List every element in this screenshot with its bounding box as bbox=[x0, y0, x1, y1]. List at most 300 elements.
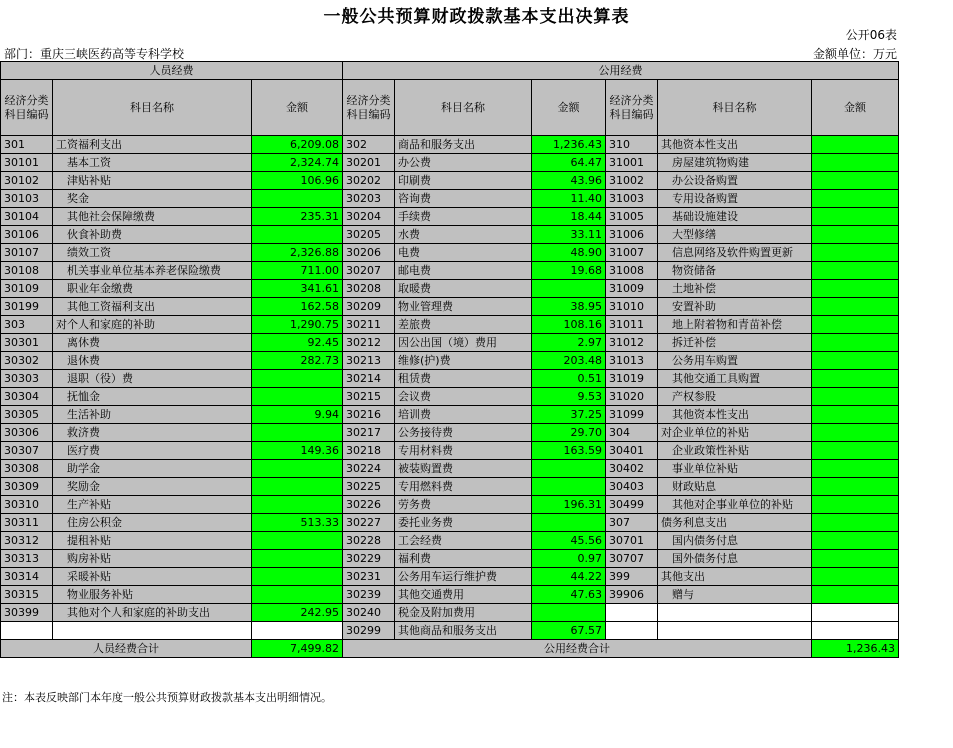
table-row bbox=[1, 622, 899, 640]
amount-cell bbox=[252, 586, 343, 604]
amount-cell bbox=[812, 442, 899, 460]
amount-cell: 0.97 bbox=[532, 550, 606, 568]
amount-cell: 341.61 bbox=[252, 280, 343, 298]
amount-cell: 235.31 bbox=[252, 208, 343, 226]
code-cell: 30311 bbox=[1, 514, 53, 532]
code-cell: 30315 bbox=[1, 586, 53, 604]
amount-cell: 2,326.88 bbox=[252, 244, 343, 262]
code-cell: 30203 bbox=[343, 190, 395, 208]
amount-cell bbox=[532, 604, 606, 622]
public-total-label: 公用经费合计 bbox=[343, 640, 812, 658]
code-cell: 30224 bbox=[343, 460, 395, 478]
table-row bbox=[1, 136, 899, 154]
amount-cell: 1,236.43 bbox=[532, 136, 606, 154]
code-cell: 31099 bbox=[606, 406, 658, 424]
name-cell: 对个人和家庭的补助 bbox=[53, 316, 252, 334]
name-cell: 助学金 bbox=[53, 460, 252, 478]
name-cell: 退职（役）费 bbox=[53, 370, 252, 388]
table-row bbox=[1, 442, 899, 460]
amount-cell bbox=[812, 280, 899, 298]
amount-cell bbox=[812, 460, 899, 478]
department-label: 部门：重庆三峡医药高等专科学校 bbox=[4, 47, 185, 61]
amount-cell bbox=[812, 208, 899, 226]
code-cell: 31012 bbox=[606, 334, 658, 352]
amount-cell: 282.73 bbox=[252, 352, 343, 370]
code-header: 经济分类科目编码 bbox=[343, 80, 395, 136]
name-cell: 其他社会保障缴费 bbox=[53, 208, 252, 226]
name-cell: 安置补助 bbox=[658, 298, 812, 316]
amount-cell bbox=[252, 568, 343, 586]
amount-cell bbox=[812, 154, 899, 172]
code-cell: 30314 bbox=[1, 568, 53, 586]
table-row bbox=[1, 568, 899, 586]
amount-cell bbox=[812, 262, 899, 280]
name-cell: 国内债务付息 bbox=[658, 532, 812, 550]
name-cell: 公务接待费 bbox=[395, 424, 532, 442]
table-row bbox=[1, 154, 899, 172]
table-row bbox=[1, 514, 899, 532]
table-row bbox=[1, 226, 899, 244]
personnel-section-header: 人员经费 bbox=[1, 62, 343, 80]
name-cell: 房屋建筑物购建 bbox=[658, 154, 812, 172]
code-cell: 31006 bbox=[606, 226, 658, 244]
amount-cell bbox=[532, 478, 606, 496]
code-cell: 30217 bbox=[343, 424, 395, 442]
code-cell: 30208 bbox=[343, 280, 395, 298]
name-cell: 其他对个人和家庭的补助支出 bbox=[53, 604, 252, 622]
name-cell: 绩效工资 bbox=[53, 244, 252, 262]
code-cell: 31001 bbox=[606, 154, 658, 172]
code-cell: 30206 bbox=[343, 244, 395, 262]
code-cell: 310 bbox=[606, 136, 658, 154]
name-cell: 大型修缮 bbox=[658, 226, 812, 244]
name-cell: 租赁费 bbox=[395, 370, 532, 388]
code-cell: 304 bbox=[606, 424, 658, 442]
amount-cell: 18.44 bbox=[532, 208, 606, 226]
code-cell: 30228 bbox=[343, 532, 395, 550]
name-cell: 住房公积金 bbox=[53, 514, 252, 532]
amount-cell bbox=[812, 478, 899, 496]
name-cell: 其他交通费用 bbox=[395, 586, 532, 604]
amount-cell bbox=[252, 460, 343, 478]
name-cell bbox=[658, 604, 812, 622]
code-cell: 30107 bbox=[1, 244, 53, 262]
name-cell: 取暖费 bbox=[395, 280, 532, 298]
code-cell: 30301 bbox=[1, 334, 53, 352]
table-row bbox=[1, 604, 899, 622]
table-row bbox=[1, 460, 899, 478]
amount-cell: 2.97 bbox=[532, 334, 606, 352]
amount-cell bbox=[252, 622, 343, 640]
code-cell: 30102 bbox=[1, 172, 53, 190]
name-cell: 物资储备 bbox=[658, 262, 812, 280]
code-cell: 30307 bbox=[1, 442, 53, 460]
amount-cell bbox=[812, 316, 899, 334]
code-cell: 30306 bbox=[1, 424, 53, 442]
name-cell: 专用材料费 bbox=[395, 442, 532, 460]
code-cell: 30199 bbox=[1, 298, 53, 316]
amount-cell bbox=[812, 370, 899, 388]
name-cell: 手续费 bbox=[395, 208, 532, 226]
code-cell: 31020 bbox=[606, 388, 658, 406]
name-cell: 津贴补贴 bbox=[53, 172, 252, 190]
table-row bbox=[1, 406, 899, 424]
code-cell: 30399 bbox=[1, 604, 53, 622]
amount-cell: 513.33 bbox=[252, 514, 343, 532]
name-header: 科目名称 bbox=[395, 80, 532, 136]
public-section-header: 公用经费 bbox=[343, 62, 899, 80]
table-row bbox=[1, 172, 899, 190]
name-cell: 基础设施建设 bbox=[658, 208, 812, 226]
code-cell: 30239 bbox=[343, 586, 395, 604]
code-cell: 30499 bbox=[606, 496, 658, 514]
name-cell: 劳务费 bbox=[395, 496, 532, 514]
amount-cell: 2,324.74 bbox=[252, 154, 343, 172]
table-row bbox=[1, 352, 899, 370]
name-cell: 电费 bbox=[395, 244, 532, 262]
personnel-total-label: 人员经费合计 bbox=[1, 640, 252, 658]
table-row bbox=[1, 334, 899, 352]
name-cell: 奖金 bbox=[53, 190, 252, 208]
name-cell: 工会经费 bbox=[395, 532, 532, 550]
amount-header: 金额 bbox=[532, 80, 606, 136]
code-cell: 30401 bbox=[606, 442, 658, 460]
code-cell: 39906 bbox=[606, 586, 658, 604]
amount-cell bbox=[812, 244, 899, 262]
name-cell: 采暖补贴 bbox=[53, 568, 252, 586]
name-cell: 离休费 bbox=[53, 334, 252, 352]
code-cell: 30701 bbox=[606, 532, 658, 550]
code-cell: 30227 bbox=[343, 514, 395, 532]
name-cell: 事业单位补贴 bbox=[658, 460, 812, 478]
amount-cell: 0.51 bbox=[532, 370, 606, 388]
amount-cell: 149.36 bbox=[252, 442, 343, 460]
code-cell: 30204 bbox=[343, 208, 395, 226]
table-row bbox=[1, 208, 899, 226]
amount-cell bbox=[252, 532, 343, 550]
code-cell: 303 bbox=[1, 316, 53, 334]
name-cell: 其他交通工具购置 bbox=[658, 370, 812, 388]
code-cell: 31010 bbox=[606, 298, 658, 316]
amount-cell bbox=[252, 370, 343, 388]
amount-cell: 19.68 bbox=[532, 262, 606, 280]
code-cell: 30304 bbox=[1, 388, 53, 406]
amount-cell: 203.48 bbox=[532, 352, 606, 370]
name-cell: 生产补贴 bbox=[53, 496, 252, 514]
amount-cell: 47.63 bbox=[532, 586, 606, 604]
name-cell: 信息网络及软件购置更新 bbox=[658, 244, 812, 262]
code-cell: 30225 bbox=[343, 478, 395, 496]
name-cell: 税金及附加费用 bbox=[395, 604, 532, 622]
name-cell: 福利费 bbox=[395, 550, 532, 568]
amount-header: 金额 bbox=[252, 80, 343, 136]
code-cell: 30226 bbox=[343, 496, 395, 514]
amount-cell bbox=[252, 388, 343, 406]
name-header: 科目名称 bbox=[658, 80, 812, 136]
code-cell: 31002 bbox=[606, 172, 658, 190]
name-cell: 专用设备购置 bbox=[658, 190, 812, 208]
table-row bbox=[1, 586, 899, 604]
amount-header: 金额 bbox=[812, 80, 899, 136]
name-cell: 其他资本性支出 bbox=[658, 136, 812, 154]
amount-cell: 67.57 bbox=[532, 622, 606, 640]
amount-cell: 163.59 bbox=[532, 442, 606, 460]
code-cell: 30207 bbox=[343, 262, 395, 280]
code-cell: 30109 bbox=[1, 280, 53, 298]
amount-cell bbox=[812, 496, 899, 514]
amount-cell: 9.94 bbox=[252, 406, 343, 424]
name-cell: 公务用车运行维护费 bbox=[395, 568, 532, 586]
code-cell: 30402 bbox=[606, 460, 658, 478]
personnel-total-amount: 7,499.82 bbox=[252, 640, 343, 658]
name-cell: 赠与 bbox=[658, 586, 812, 604]
code-cell: 30302 bbox=[1, 352, 53, 370]
code-cell: 30201 bbox=[343, 154, 395, 172]
table-row bbox=[1, 370, 899, 388]
amount-cell bbox=[812, 226, 899, 244]
code-cell: 30218 bbox=[343, 442, 395, 460]
amount-cell bbox=[812, 388, 899, 406]
name-cell: 会议费 bbox=[395, 388, 532, 406]
amount-cell: 1,290.75 bbox=[252, 316, 343, 334]
name-cell: 其他资本性支出 bbox=[658, 406, 812, 424]
code-cell: 30403 bbox=[606, 478, 658, 496]
name-cell: 商品和服务支出 bbox=[395, 136, 532, 154]
code-cell: 30214 bbox=[343, 370, 395, 388]
amount-cell: 48.90 bbox=[532, 244, 606, 262]
name-cell: 基本工资 bbox=[53, 154, 252, 172]
code-cell: 30213 bbox=[343, 352, 395, 370]
name-cell: 购房补贴 bbox=[53, 550, 252, 568]
code-cell: 30309 bbox=[1, 478, 53, 496]
code-cell: 30106 bbox=[1, 226, 53, 244]
name-cell: 公务用车购置 bbox=[658, 352, 812, 370]
amount-cell bbox=[812, 532, 899, 550]
amount-cell bbox=[812, 406, 899, 424]
amount-cell: 37.25 bbox=[532, 406, 606, 424]
code-cell: 30211 bbox=[343, 316, 395, 334]
code-cell bbox=[606, 604, 658, 622]
amount-cell: 44.22 bbox=[532, 568, 606, 586]
code-cell: 30215 bbox=[343, 388, 395, 406]
code-cell: 31005 bbox=[606, 208, 658, 226]
amount-cell: 33.11 bbox=[532, 226, 606, 244]
unit-label: 金额单位：万元 bbox=[812, 47, 897, 61]
table-row bbox=[1, 280, 899, 298]
name-cell: 伙食补助费 bbox=[53, 226, 252, 244]
amount-cell bbox=[532, 280, 606, 298]
name-cell: 被装购置费 bbox=[395, 460, 532, 478]
footnote: 注：本表反映部门本年度一般公共预算财政拨款基本支出明细情况。 bbox=[2, 691, 332, 704]
code-cell: 30202 bbox=[343, 172, 395, 190]
amount-cell: 38.95 bbox=[532, 298, 606, 316]
amount-cell bbox=[252, 226, 343, 244]
amount-cell: 92.45 bbox=[252, 334, 343, 352]
name-cell: 其他对企事业单位的补贴 bbox=[658, 496, 812, 514]
code-cell: 30205 bbox=[343, 226, 395, 244]
table-row bbox=[1, 388, 899, 406]
amount-cell: 9.53 bbox=[532, 388, 606, 406]
table-row bbox=[1, 478, 899, 496]
code-cell: 30707 bbox=[606, 550, 658, 568]
form-number: 公开06表 bbox=[845, 28, 897, 42]
code-cell bbox=[606, 622, 658, 640]
amount-cell bbox=[812, 586, 899, 604]
amount-cell bbox=[812, 136, 899, 154]
name-cell: 救济费 bbox=[53, 424, 252, 442]
code-cell: 30108 bbox=[1, 262, 53, 280]
code-cell: 30312 bbox=[1, 532, 53, 550]
code-cell: 301 bbox=[1, 136, 53, 154]
table-row bbox=[1, 298, 899, 316]
code-cell: 30216 bbox=[343, 406, 395, 424]
amount-cell bbox=[812, 334, 899, 352]
code-cell: 31008 bbox=[606, 262, 658, 280]
totals-row bbox=[1, 640, 899, 658]
code-cell: 31013 bbox=[606, 352, 658, 370]
code-cell: 30101 bbox=[1, 154, 53, 172]
code-cell: 31009 bbox=[606, 280, 658, 298]
code-cell: 30299 bbox=[343, 622, 395, 640]
table-row bbox=[1, 550, 899, 568]
name-cell: 地上附着物和青苗补偿 bbox=[658, 316, 812, 334]
name-cell: 拆迁补偿 bbox=[658, 334, 812, 352]
code-cell: 30240 bbox=[343, 604, 395, 622]
amount-cell bbox=[532, 460, 606, 478]
code-cell: 30104 bbox=[1, 208, 53, 226]
amount-cell: 11.40 bbox=[532, 190, 606, 208]
amount-cell bbox=[252, 424, 343, 442]
amount-cell: 6,209.08 bbox=[252, 136, 343, 154]
code-cell: 30231 bbox=[343, 568, 395, 586]
name-cell: 专用燃料费 bbox=[395, 478, 532, 496]
name-cell: 国外债务付息 bbox=[658, 550, 812, 568]
table-row bbox=[1, 190, 899, 208]
name-cell: 对企业单位的补贴 bbox=[658, 424, 812, 442]
name-cell: 委托业务费 bbox=[395, 514, 532, 532]
amount-cell: 162.58 bbox=[252, 298, 343, 316]
name-cell: 职业年金缴费 bbox=[53, 280, 252, 298]
code-cell: 30310 bbox=[1, 496, 53, 514]
name-cell: 生活补助 bbox=[53, 406, 252, 424]
public-total-amount: 1,236.43 bbox=[812, 640, 899, 658]
code-cell: 31007 bbox=[606, 244, 658, 262]
name-cell: 提租补贴 bbox=[53, 532, 252, 550]
code-cell: 30305 bbox=[1, 406, 53, 424]
table-row bbox=[1, 424, 899, 442]
name-cell: 印刷费 bbox=[395, 172, 532, 190]
amount-cell bbox=[812, 514, 899, 532]
amount-cell bbox=[252, 496, 343, 514]
code-cell: 30229 bbox=[343, 550, 395, 568]
name-cell: 机关事业单位基本养老保险缴费 bbox=[53, 262, 252, 280]
name-cell bbox=[53, 622, 252, 640]
amount-cell bbox=[812, 352, 899, 370]
amount-cell: 196.31 bbox=[532, 496, 606, 514]
name-cell: 土地补偿 bbox=[658, 280, 812, 298]
code-cell: 30209 bbox=[343, 298, 395, 316]
name-cell: 维修(护)费 bbox=[395, 352, 532, 370]
page-title: 一般公共预算财政拨款基本支出决算表 bbox=[323, 7, 630, 27]
amount-cell bbox=[252, 550, 343, 568]
amount-cell bbox=[812, 604, 899, 622]
code-cell: 302 bbox=[343, 136, 395, 154]
name-cell: 财政贴息 bbox=[658, 478, 812, 496]
name-cell: 水费 bbox=[395, 226, 532, 244]
name-cell: 抚恤金 bbox=[53, 388, 252, 406]
amount-cell bbox=[532, 514, 606, 532]
amount-cell bbox=[812, 568, 899, 586]
code-cell: 30212 bbox=[343, 334, 395, 352]
code-cell: 30103 bbox=[1, 190, 53, 208]
code-cell: 31019 bbox=[606, 370, 658, 388]
name-cell: 退休费 bbox=[53, 352, 252, 370]
amount-cell: 45.56 bbox=[532, 532, 606, 550]
expenditure-table bbox=[0, 61, 899, 658]
amount-cell: 29.70 bbox=[532, 424, 606, 442]
table-row bbox=[1, 244, 899, 262]
code-cell: 30308 bbox=[1, 460, 53, 478]
name-cell: 差旅费 bbox=[395, 316, 532, 334]
name-cell: 其他商品和服务支出 bbox=[395, 622, 532, 640]
code-cell: 30303 bbox=[1, 370, 53, 388]
amount-cell bbox=[812, 172, 899, 190]
amount-cell: 43.96 bbox=[532, 172, 606, 190]
amount-cell bbox=[812, 298, 899, 316]
amount-cell: 711.00 bbox=[252, 262, 343, 280]
name-cell: 物业服务补贴 bbox=[53, 586, 252, 604]
name-cell bbox=[658, 622, 812, 640]
name-cell: 办公设备购置 bbox=[658, 172, 812, 190]
amount-cell bbox=[252, 190, 343, 208]
name-cell: 债务利息支出 bbox=[658, 514, 812, 532]
amount-cell bbox=[812, 424, 899, 442]
name-cell: 工资福利支出 bbox=[53, 136, 252, 154]
amount-cell: 108.16 bbox=[532, 316, 606, 334]
code-cell: 31011 bbox=[606, 316, 658, 334]
table-row bbox=[1, 532, 899, 550]
name-header: 科目名称 bbox=[53, 80, 252, 136]
code-cell: 399 bbox=[606, 568, 658, 586]
table-row bbox=[1, 316, 899, 334]
name-cell: 培训费 bbox=[395, 406, 532, 424]
amount-cell bbox=[812, 190, 899, 208]
name-cell: 奖励金 bbox=[53, 478, 252, 496]
name-cell: 其他工资福利支出 bbox=[53, 298, 252, 316]
amount-cell bbox=[252, 478, 343, 496]
name-cell: 医疗费 bbox=[53, 442, 252, 460]
table-row bbox=[1, 262, 899, 280]
code-header: 经济分类科目编码 bbox=[1, 80, 53, 136]
amount-cell: 242.95 bbox=[252, 604, 343, 622]
name-cell: 物业管理费 bbox=[395, 298, 532, 316]
name-cell: 企业政策性补贴 bbox=[658, 442, 812, 460]
name-cell: 因公出国（境）费用 bbox=[395, 334, 532, 352]
name-cell: 邮电费 bbox=[395, 262, 532, 280]
name-cell: 产权参股 bbox=[658, 388, 812, 406]
amount-cell bbox=[812, 622, 899, 640]
name-cell: 其他支出 bbox=[658, 568, 812, 586]
table-row bbox=[1, 496, 899, 514]
code-cell: 30313 bbox=[1, 550, 53, 568]
amount-cell bbox=[812, 550, 899, 568]
amount-cell: 64.47 bbox=[532, 154, 606, 172]
code-cell: 31003 bbox=[606, 190, 658, 208]
amount-cell: 106.96 bbox=[252, 172, 343, 190]
name-cell: 办公费 bbox=[395, 154, 532, 172]
name-cell: 咨询费 bbox=[395, 190, 532, 208]
code-header: 经济分类科目编码 bbox=[606, 80, 658, 136]
